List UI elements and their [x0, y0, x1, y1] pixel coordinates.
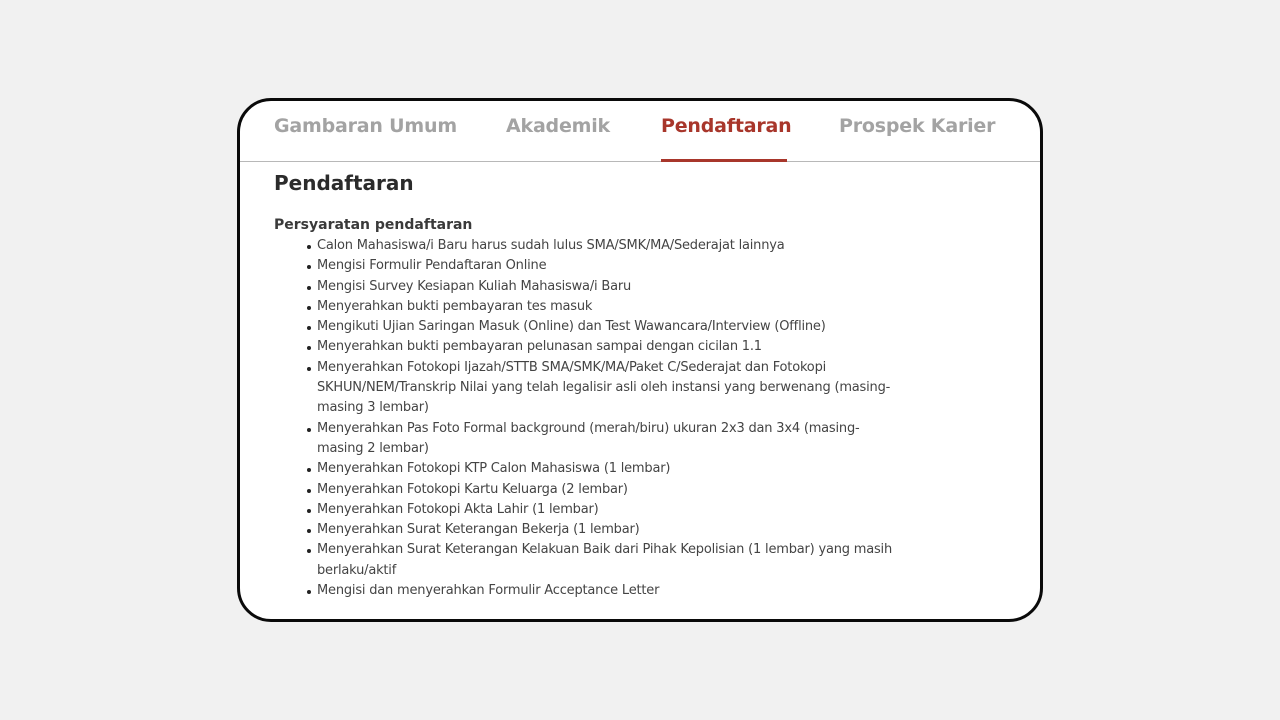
requirements-list — [274, 236, 897, 601]
list-item: Menyerahkan Fotokopi KTP Calon Mahasiswa (1 lembar) — [317, 459, 897, 479]
list-item: Menyerahkan Surat Keterangan Bekerja (1 lembar) — [317, 520, 897, 540]
tab-panel-pendaftaran — [274, 171, 974, 601]
list-item: Mengisi dan menyerahkan Formulir Acceptance Letter — [317, 581, 897, 601]
section-title: Persyaratan pendaftaran — [274, 217, 473, 233]
list-item: Calon Mahasiswa/i Baru harus sudah lulus SMA/SMK/MA/Sederajat lainnya — [317, 236, 897, 256]
tab-pendaftaran[interactable]: Pendaftaran — [661, 115, 792, 137]
list-item: Menyerahkan Fotokopi Kartu Keluarga (2 lembar) — [317, 480, 897, 500]
list-item: Menyerahkan bukti pembayaran pelunasan sampai dengan cicilan 1.1 — [317, 337, 897, 357]
list-item: Menyerahkan bukti pembayaran tes masuk — [317, 297, 897, 317]
list-item: Mengikuti Ujian Saringan Masuk (Online) dan Test Wawancara/Interview (Offline) — [317, 317, 897, 337]
list-item: Menyerahkan Fotokopi Ijazah/STTB SMA/SMK/MA/Paket C/Sederajat dan Fotokopi SKHUN/NEM/Transkrip Nilai yang telah legalisir asli oleh instansi yang berwenang (masing-masing 3 lembar) — [317, 358, 897, 419]
tab-akademik[interactable]: Akademik — [506, 115, 610, 137]
tab-gambaran-umum[interactable]: Gambaran Umum — [274, 115, 457, 137]
list-item: Menyerahkan Fotokopi Akta Lahir (1 lembar) — [317, 500, 897, 520]
list-item: Mengisi Survey Kesiapan Kuliah Mahasiswa/i Baru — [317, 277, 897, 297]
active-tab-indicator — [661, 159, 787, 162]
tab-bar — [240, 101, 1040, 162]
list-item: Menyerahkan Pas Foto Formal background (merah/biru) ukuran 2x3 dan 3x4 (masing-masing 2 lembar) — [317, 419, 897, 460]
content-card — [237, 98, 1043, 622]
tab-prospek-karier[interactable]: Prospek Karier — [839, 115, 996, 137]
list-item: Menyerahkan Surat Keterangan Kelakuan Baik dari Pihak Kepolisian (1 lembar) yang masih berlaku/aktif — [317, 540, 897, 581]
list-item: Mengisi Formulir Pendaftaran Online — [317, 256, 897, 276]
page-title: Pendaftaran — [274, 171, 414, 195]
